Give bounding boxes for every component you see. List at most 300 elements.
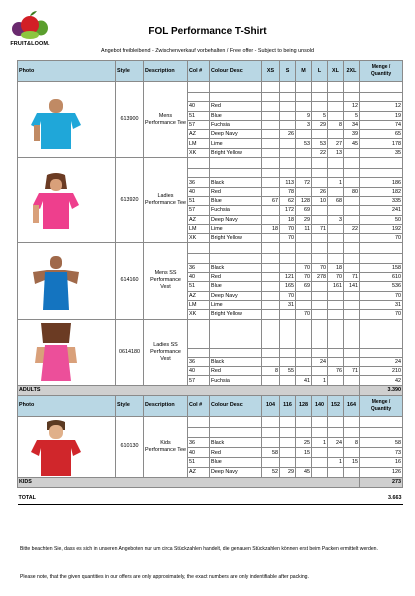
empty-cell [188, 428, 210, 438]
empty-cell [296, 158, 312, 169]
row-total: 241 [360, 206, 403, 215]
header-size: S [280, 61, 296, 82]
size-qty: 41 [296, 376, 312, 385]
empty-cell [360, 158, 403, 169]
section-label: ADULTS [18, 385, 360, 395]
size-qty [312, 367, 328, 376]
size-qty [262, 438, 280, 448]
size-qty: 278 [312, 273, 328, 282]
size-qty: 71 [344, 273, 360, 282]
size-qty [262, 457, 280, 467]
colour-name: Red [210, 187, 262, 196]
product-description: Ladies SS Performance Vest [144, 319, 188, 385]
size-qty [262, 310, 280, 319]
size-qty [262, 282, 280, 291]
size-qty [344, 206, 360, 215]
size-qty [328, 310, 344, 319]
empty-cell [280, 93, 296, 102]
header-size: XL [328, 61, 344, 82]
size-qty [262, 187, 280, 196]
size-qty [280, 310, 296, 319]
row-total: 158 [360, 263, 403, 272]
header-size: XS [262, 61, 280, 82]
size-qty [280, 139, 296, 148]
empty-cell [328, 428, 344, 438]
colour-code: AZ [188, 130, 210, 139]
product-description: Mens SS Performance Vest [144, 243, 188, 319]
size-qty: 5 [344, 111, 360, 120]
size-qty: 45 [296, 467, 312, 477]
size-qty [280, 448, 296, 458]
colour-code: 36 [188, 178, 210, 187]
size-qty: 70 [312, 263, 328, 272]
colour-code: 57 [188, 376, 210, 385]
empty-cell [360, 243, 403, 254]
empty-cell [188, 254, 210, 263]
size-qty [262, 111, 280, 120]
header-size: 164 [344, 395, 360, 416]
size-qty: 71 [344, 367, 360, 376]
colour-name: Deep Navy [210, 130, 262, 139]
size-qty: 18 [328, 263, 344, 272]
empty-cell [312, 348, 328, 357]
empty-cell [312, 428, 328, 438]
size-qty: 22 [344, 224, 360, 233]
header-description: Description [144, 61, 188, 82]
colour-name: Bright Yellow [210, 234, 262, 243]
size-qty [262, 130, 280, 139]
size-qty [328, 357, 344, 366]
empty-cell [280, 254, 296, 263]
empty-cell [360, 82, 403, 93]
size-qty: 8 [328, 120, 344, 129]
size-qty [344, 178, 360, 187]
size-qty [344, 300, 360, 309]
size-qty: 1 [328, 178, 344, 187]
note-german: Bitte beachten Sie, dass es sich in unseren Angeboten nur um circa Stückzahlen handelt, die genauen Stückzahlen können erst beim Packen ermittelt werden. [20, 546, 378, 552]
row-total: 186 [360, 178, 403, 187]
size-qty: 25 [296, 438, 312, 448]
header-size: 152 [328, 395, 344, 416]
product-description: Kids Performance Tee [144, 416, 188, 477]
size-qty [344, 467, 360, 477]
size-qty: 69 [296, 282, 312, 291]
empty-cell [360, 169, 403, 178]
stock-table [17, 60, 403, 505]
colour-code: LM [188, 300, 210, 309]
colour-code: LM [188, 139, 210, 148]
colour-name: Blue [210, 457, 262, 467]
size-qty [328, 234, 344, 243]
size-qty: 18 [280, 215, 296, 224]
size-qty: 52 [262, 467, 280, 477]
empty-cell [210, 416, 262, 428]
size-qty [344, 196, 360, 205]
colour-name: Fuchsia [210, 120, 262, 129]
size-qty: 26 [312, 187, 328, 196]
row-total: 65 [360, 130, 403, 139]
size-qty [328, 376, 344, 385]
row-total: 16 [360, 457, 403, 467]
colour-code: 36 [188, 438, 210, 448]
size-qty: 141 [344, 282, 360, 291]
product-image [19, 171, 93, 229]
colour-name: Fuchsia [210, 206, 262, 215]
size-qty: 71 [312, 224, 328, 233]
section-total: 273 [360, 477, 403, 487]
colour-code: AZ [188, 467, 210, 477]
size-qty: 8 [344, 438, 360, 448]
size-qty [328, 102, 344, 111]
colour-code: 36 [188, 357, 210, 366]
empty-cell [360, 93, 403, 102]
product-photo [18, 82, 116, 158]
empty-cell [188, 319, 210, 348]
row-total: 126 [360, 467, 403, 477]
empty-cell [188, 82, 210, 93]
size-qty: 39 [344, 130, 360, 139]
size-qty [280, 111, 296, 120]
header-photo: Photo [18, 395, 116, 416]
empty-cell [262, 93, 280, 102]
size-qty [328, 130, 344, 139]
colour-code: 51 [188, 282, 210, 291]
colour-name: Black [210, 178, 262, 187]
header-size: 2XL [344, 61, 360, 82]
header-col: Col # [188, 61, 210, 82]
empty-cell [312, 93, 328, 102]
size-qty: 34 [344, 120, 360, 129]
size-qty: 26 [280, 130, 296, 139]
colour-code: AZ [188, 291, 210, 300]
empty-cell [328, 158, 344, 169]
colour-code: 36 [188, 263, 210, 272]
colour-name: Black [210, 263, 262, 272]
size-qty: 53 [312, 139, 328, 148]
empty-cell [280, 243, 296, 254]
size-qty: 5 [312, 111, 328, 120]
empty-cell [328, 82, 344, 93]
size-qty: 15 [344, 457, 360, 467]
size-qty [312, 215, 328, 224]
colour-code: 57 [188, 120, 210, 129]
row-total: 70 [360, 234, 403, 243]
size-qty [262, 102, 280, 111]
product-image [19, 418, 93, 476]
table-header-row [18, 395, 403, 416]
size-qty: 29 [296, 215, 312, 224]
row-total: 50 [360, 215, 403, 224]
colour-code: 51 [188, 111, 210, 120]
header-size: M [296, 61, 312, 82]
colour-code: XK [188, 310, 210, 319]
row-total: 73 [360, 448, 403, 458]
size-qty [296, 102, 312, 111]
size-qty [296, 234, 312, 243]
colour-name: Red [210, 102, 262, 111]
header-size: 140 [312, 395, 328, 416]
colour-name: Lime [210, 300, 262, 309]
empty-cell [344, 82, 360, 93]
size-qty: 76 [328, 367, 344, 376]
note-english: Please note, that the given quantities in our offers are only approximately, the exact numbers are only indentifiable after packing. [20, 574, 309, 580]
colour-code: 40 [188, 448, 210, 458]
row-total: 35 [360, 148, 403, 157]
size-qty [262, 357, 280, 366]
header-size: 128 [296, 395, 312, 416]
size-qty [328, 291, 344, 300]
size-qty [262, 291, 280, 300]
size-qty: 8 [262, 367, 280, 376]
size-qty [328, 467, 344, 477]
size-qty [296, 357, 312, 366]
empty-cell [360, 428, 403, 438]
size-qty [262, 300, 280, 309]
colour-name: Blue [210, 111, 262, 120]
empty-cell [296, 243, 312, 254]
colour-name: Red [210, 448, 262, 458]
empty-cell [344, 348, 360, 357]
empty-cell [210, 82, 262, 93]
empty-cell [312, 254, 328, 263]
empty-cell [296, 428, 312, 438]
empty-cell [344, 319, 360, 348]
size-qty: 69 [296, 206, 312, 215]
empty-cell [280, 82, 296, 93]
adults-summary-row [18, 385, 403, 395]
size-qty [328, 187, 344, 196]
empty-cell [262, 319, 280, 348]
size-qty [280, 102, 296, 111]
empty-cell [296, 254, 312, 263]
header-size: 116 [280, 395, 296, 416]
product-description: Ladies Performance Tee [144, 158, 188, 243]
empty-cell [312, 243, 328, 254]
size-qty [312, 300, 328, 309]
size-qty [280, 438, 296, 448]
row-total: 12 [360, 102, 403, 111]
size-qty [312, 291, 328, 300]
empty-cell [312, 82, 328, 93]
size-qty: 12 [344, 102, 360, 111]
empty-cell [360, 254, 403, 263]
empty-cell [188, 348, 210, 357]
grand-total-value: 3.663 [360, 493, 403, 505]
size-qty: 15 [296, 448, 312, 458]
size-qty [344, 234, 360, 243]
row-total: 58 [360, 438, 403, 448]
size-qty: 113 [280, 178, 296, 187]
product-description: Mens Performance Tee [144, 82, 188, 158]
product-row [18, 416, 403, 428]
header-style: Style [116, 61, 144, 82]
size-qty [344, 263, 360, 272]
product-style: 610130 [116, 416, 144, 477]
empty-cell [210, 319, 262, 348]
product-row [18, 82, 403, 93]
size-qty: 70 [296, 263, 312, 272]
colour-code: LM [188, 224, 210, 233]
colour-code: 40 [188, 102, 210, 111]
size-qty: 53 [296, 139, 312, 148]
colour-name: Red [210, 273, 262, 282]
empty-cell [188, 169, 210, 178]
colour-code: XK [188, 234, 210, 243]
row-total: 192 [360, 224, 403, 233]
empty-cell [262, 348, 280, 357]
empty-cell [296, 82, 312, 93]
size-qty: 165 [280, 282, 296, 291]
size-qty: 58 [262, 448, 280, 458]
empty-cell [328, 348, 344, 357]
size-qty [280, 148, 296, 157]
colour-name: Blue [210, 196, 262, 205]
empty-cell [280, 348, 296, 357]
header-style: Style [116, 395, 144, 416]
header-col: Col # [188, 395, 210, 416]
empty-cell [210, 158, 262, 169]
header-quantity: Menge / Quantity [360, 61, 403, 82]
size-qty: 70 [328, 273, 344, 282]
grand-total-row [18, 493, 403, 505]
size-qty [312, 178, 328, 187]
row-total: 210 [360, 367, 403, 376]
empty-cell [262, 169, 280, 178]
offer-subtitle: Angebot freibleibend - Zwischenverkauf vorbehalten / Free offer - Subject to being unsold [101, 48, 314, 54]
table-header-row [18, 61, 403, 82]
empty-cell [280, 169, 296, 178]
empty-cell [344, 254, 360, 263]
size-qty [280, 457, 296, 467]
size-qty [280, 120, 296, 129]
colour-code: 51 [188, 457, 210, 467]
colour-name: Deep Navy [210, 467, 262, 477]
size-qty [328, 206, 344, 215]
size-qty [262, 139, 280, 148]
page-title: FOL Performance T-Shirt [148, 26, 267, 37]
size-qty [296, 367, 312, 376]
size-qty [344, 376, 360, 385]
product-photo [18, 243, 116, 319]
size-qty [262, 234, 280, 243]
size-qty: 3 [296, 120, 312, 129]
size-qty: 1 [312, 376, 328, 385]
size-qty [262, 263, 280, 272]
size-qty [328, 111, 344, 120]
row-total: 24 [360, 357, 403, 366]
colour-name: Lime [210, 224, 262, 233]
empty-cell [296, 169, 312, 178]
header-photo: Photo [18, 61, 116, 82]
size-qty: 62 [280, 196, 296, 205]
row-total: 536 [360, 282, 403, 291]
product-photo [18, 319, 116, 385]
size-qty: 68 [328, 196, 344, 205]
empty-cell [296, 93, 312, 102]
size-qty [296, 130, 312, 139]
size-qty: 18 [262, 224, 280, 233]
empty-cell [188, 158, 210, 169]
empty-cell [262, 243, 280, 254]
size-qty: 11 [296, 224, 312, 233]
product-image [19, 91, 93, 149]
empty-cell [328, 169, 344, 178]
header-quantity: Menge / Quantity [360, 395, 403, 416]
size-qty [262, 273, 280, 282]
empty-cell [262, 158, 280, 169]
empty-cell [360, 348, 403, 357]
colour-name: Black [210, 438, 262, 448]
size-qty [344, 215, 360, 224]
size-qty: 121 [280, 273, 296, 282]
empty-cell [328, 319, 344, 348]
logo-text: FRUIT&LOOM. [10, 41, 50, 47]
empty-cell [360, 416, 403, 428]
size-qty [312, 130, 328, 139]
header-description: Description [144, 395, 188, 416]
empty-cell [360, 319, 403, 348]
row-total: 335 [360, 196, 403, 205]
empty-cell [344, 169, 360, 178]
empty-cell [328, 93, 344, 102]
colour-code: 40 [188, 187, 210, 196]
colour-code: 57 [188, 206, 210, 215]
empty-cell [344, 428, 360, 438]
empty-cell [210, 169, 262, 178]
row-total: 42 [360, 376, 403, 385]
product-style: 0614180 [116, 319, 144, 385]
row-total: 610 [360, 273, 403, 282]
section-total: 3.390 [360, 385, 403, 395]
kids-summary-row [18, 477, 403, 487]
size-qty [280, 263, 296, 272]
size-qty: 80 [344, 187, 360, 196]
size-qty: 24 [328, 438, 344, 448]
colour-name: Fuchsia [210, 376, 262, 385]
row-total: 178 [360, 139, 403, 148]
size-qty [296, 457, 312, 467]
section-label: KIDS [18, 477, 360, 487]
header-size: L [312, 61, 328, 82]
empty-cell [344, 416, 360, 428]
colour-name: Deep Navy [210, 291, 262, 300]
empty-cell [210, 254, 262, 263]
size-qty [344, 291, 360, 300]
size-qty: 1 [312, 438, 328, 448]
product-row [18, 158, 403, 169]
empty-cell [210, 428, 262, 438]
empty-cell [328, 416, 344, 428]
colour-name: Deep Navy [210, 215, 262, 224]
size-qty: 161 [328, 282, 344, 291]
empty-cell [344, 158, 360, 169]
size-qty: 9 [296, 111, 312, 120]
size-qty [262, 148, 280, 157]
row-total: 70 [360, 310, 403, 319]
size-qty: 3 [328, 215, 344, 224]
colour-name: Lime [210, 139, 262, 148]
size-qty: 78 [280, 187, 296, 196]
size-qty [312, 234, 328, 243]
size-qty [296, 291, 312, 300]
row-total: 74 [360, 120, 403, 129]
empty-cell [262, 428, 280, 438]
size-qty [312, 206, 328, 215]
size-qty: 45 [344, 139, 360, 148]
row-total: 19 [360, 111, 403, 120]
colour-name: Bright Yellow [210, 310, 262, 319]
empty-cell [328, 254, 344, 263]
